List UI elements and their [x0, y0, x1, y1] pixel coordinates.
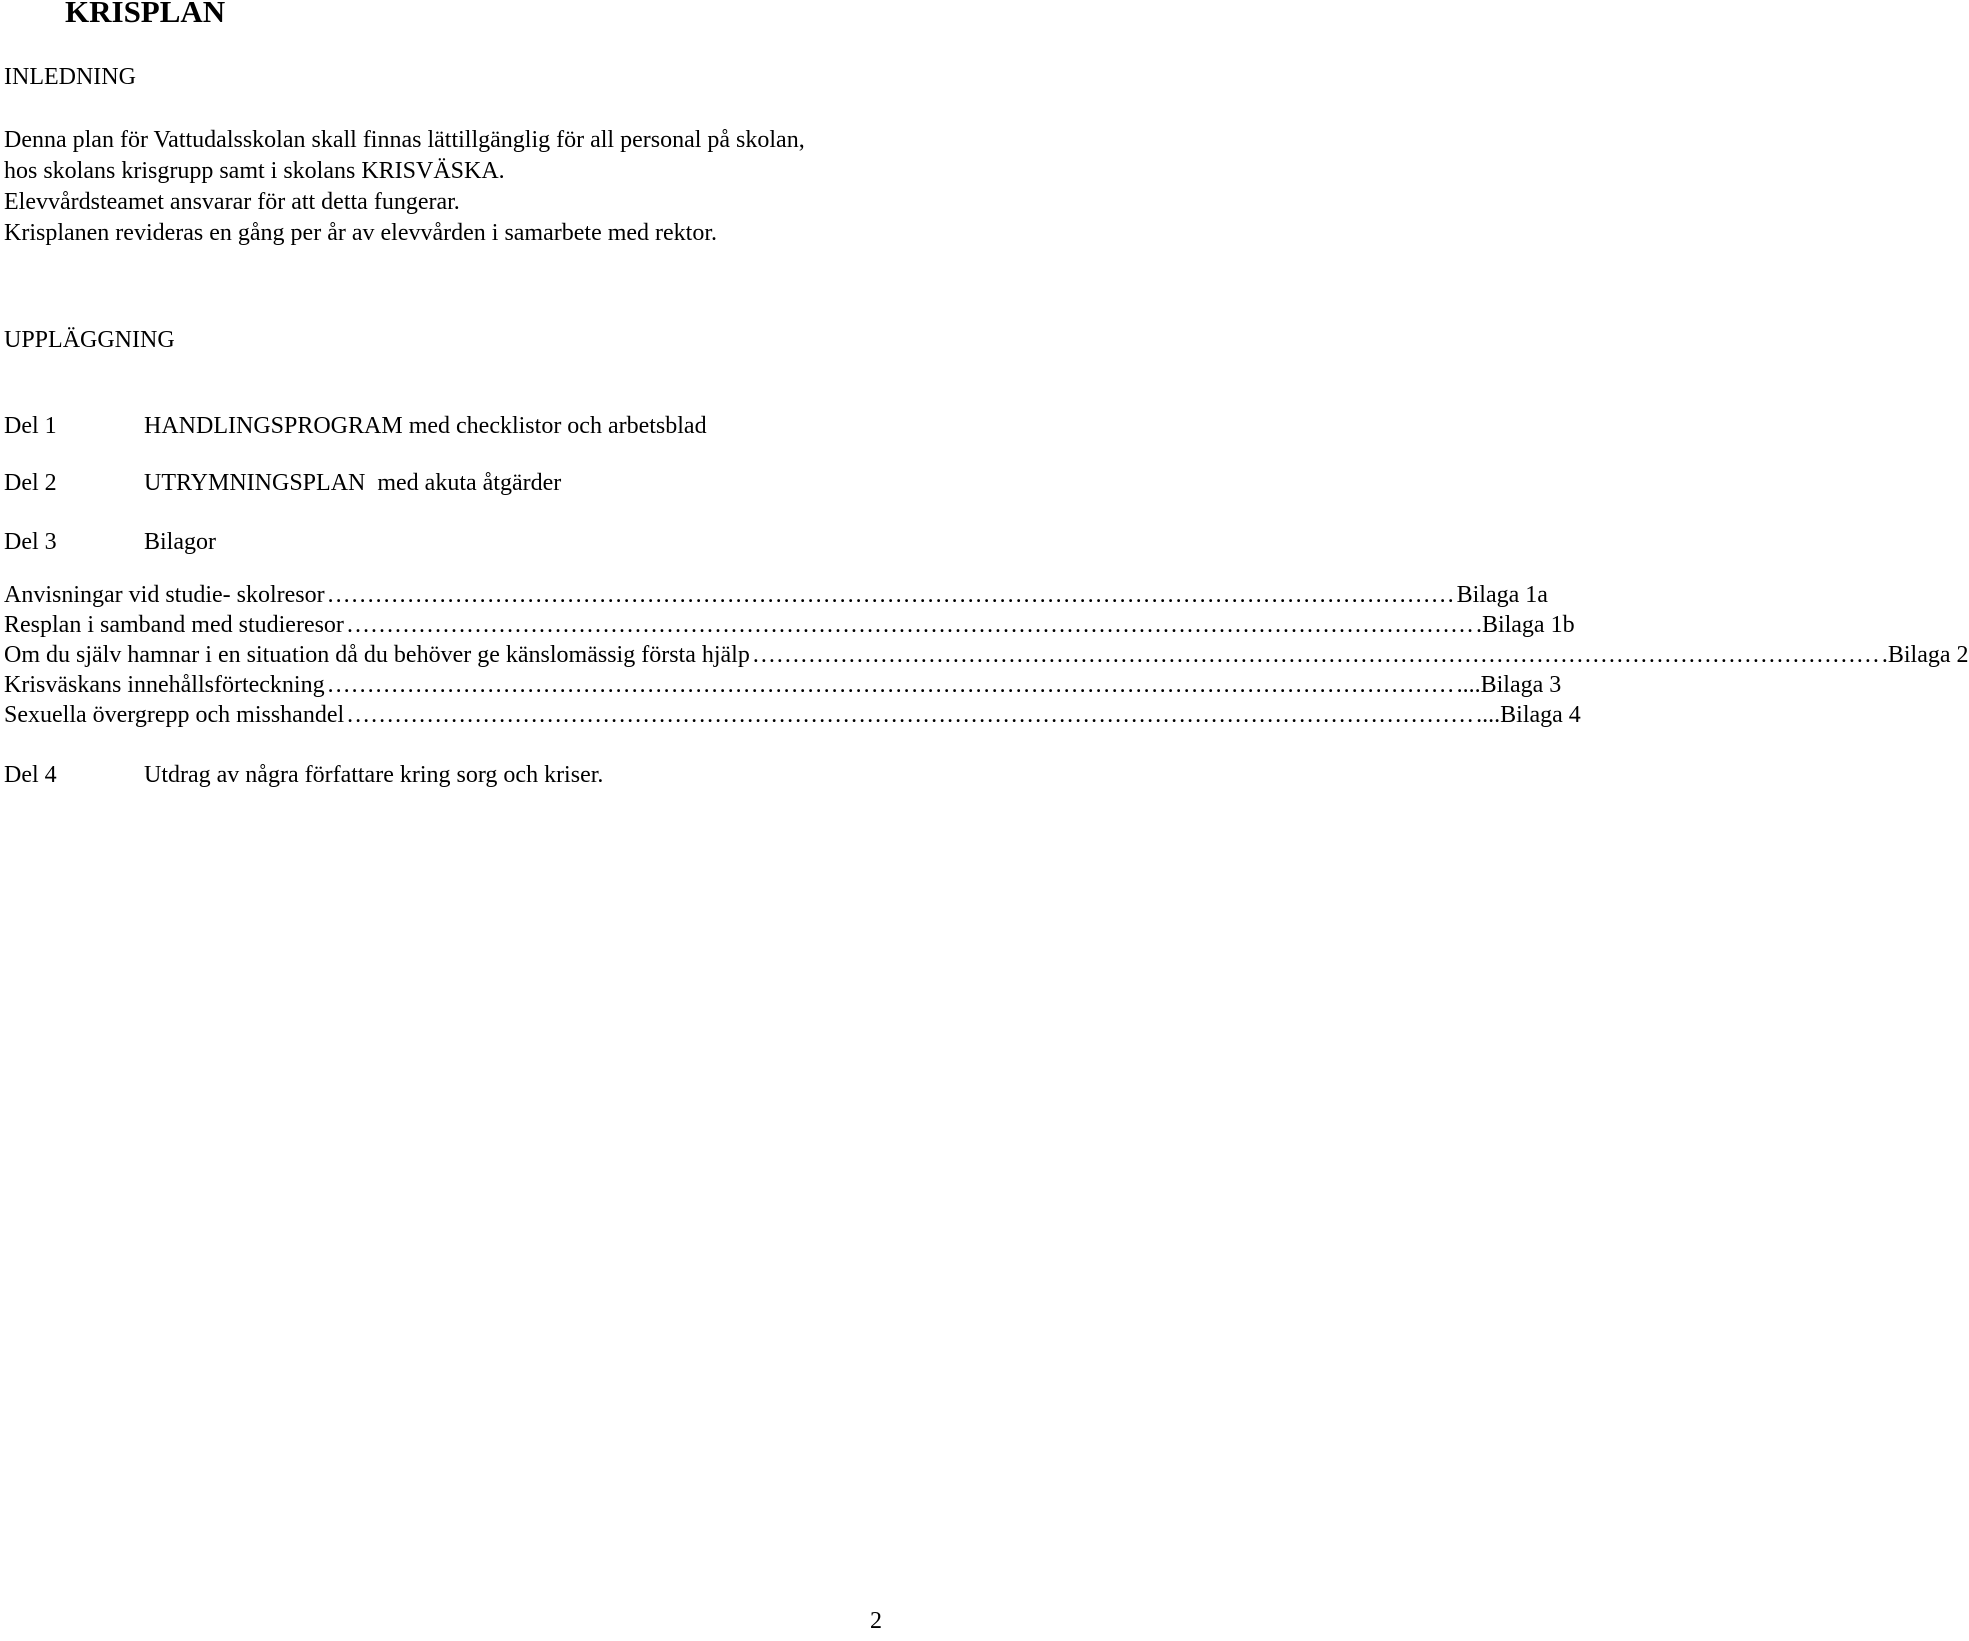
dot-leader: ……………………………………………………………………………………………………………………………: [326, 672, 1455, 698]
appendix-item: [4, 670, 1562, 700]
appendix-reference: Bilaga 1a: [1456, 582, 1548, 608]
part-label: Del 4: [4, 762, 57, 788]
document-title: KRISPLAN: [65, 0, 226, 29]
appendix-reference: .Bilaga 2: [1881, 642, 1969, 668]
layout-heading: UPPLÄGGNING: [4, 327, 175, 353]
part-label: Del 2: [4, 470, 57, 496]
intro-line: hos skolans krisgrupp samt i skolans KRISVÄSKA.: [4, 158, 505, 184]
appendix-label: Krisväskans innehållsförteckning: [4, 672, 325, 698]
appendix-item: [4, 580, 1548, 610]
intro-line: Krisplanen revideras en gång per år av elevvården i samarbete med rektor.: [4, 220, 718, 246]
dot-leader: ……………………………………………………………………………………………………………………………: [346, 702, 1475, 728]
appendix-reference: ....Bilaga 3: [1456, 672, 1562, 698]
appendix-item: [4, 700, 1581, 730]
appendix-label: Sexuella övergrepp och misshandel: [4, 702, 345, 728]
appendix-reference: ....Bilaga 4: [1476, 702, 1581, 728]
appendix-label: Anvisningar vid studie- skolresor: [4, 582, 325, 608]
appendix-item: [4, 610, 1575, 640]
appendix-label: Om du själv hamnar i en situation då du behöver ge känslomässig första hjälp: [4, 642, 750, 668]
dot-leader: ……………………………………………………………………………………………………………………………: [751, 642, 1880, 668]
appendix-reference: .Bilaga 1b: [1475, 612, 1575, 638]
intro-paragraph: [4, 125, 924, 249]
part-description: Bilagor: [144, 529, 216, 555]
part-description: UTRYMNINGSPLAN med akuta åtgärder: [144, 470, 562, 496]
intro-line: Elevvårdsteamet ansvarar för att detta fungerar.: [4, 189, 460, 215]
appendix-list: [4, 580, 1969, 730]
page-number: 2: [870, 1608, 882, 1634]
part-label: Del 3: [4, 529, 57, 555]
part-label: Del 1: [4, 413, 57, 439]
intro-line: Denna plan för Vattudalsskolan skall finnas lättillgänglig för all personal på skolan,: [4, 127, 805, 153]
appendix-label: Resplan i samband med studieresor: [4, 612, 344, 638]
dot-leader: ……………………………………………………………………………………………………………………………: [326, 582, 1455, 608]
dot-leader: ……………………………………………………………………………………………………………………………: [345, 612, 1474, 638]
part-description: Utdrag av några författare kring sorg och kriser.: [144, 762, 604, 788]
appendix-item: [4, 640, 1969, 670]
intro-heading: INLEDNING: [4, 64, 136, 90]
part-description: HANDLINGSPROGRAM med checklistor och arbetsblad: [144, 413, 707, 439]
